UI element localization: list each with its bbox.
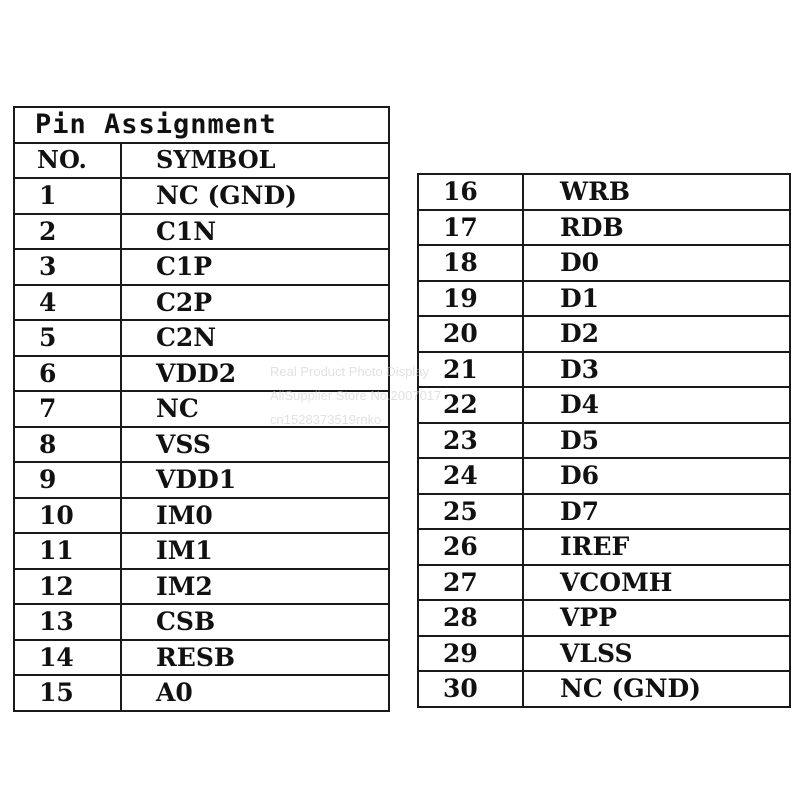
pin-symbol: IM2	[121, 569, 389, 605]
table-row	[14, 214, 389, 250]
table-row	[418, 387, 790, 423]
pin-symbol: VDD1	[121, 462, 389, 498]
pin-number: 24	[418, 458, 523, 494]
pin-number: 10	[14, 498, 121, 534]
pin-symbol: VSS	[121, 427, 389, 463]
table-row	[418, 671, 790, 707]
table-row	[14, 320, 389, 356]
pin-number: 7	[14, 391, 121, 427]
watermark-line: AliSupplier Store No.2007017	[270, 388, 442, 403]
table-row	[418, 600, 790, 636]
table-row	[418, 245, 790, 281]
pin-number: 5	[14, 320, 121, 356]
pin-table-left	[13, 106, 390, 712]
pin-number: 28	[418, 600, 523, 636]
pin-number: 16	[418, 174, 523, 210]
pin-table-left-body	[14, 107, 389, 711]
pin-symbol: NC (GND)	[523, 671, 790, 707]
pin-number: 19	[418, 281, 523, 317]
pin-number: 25	[418, 494, 523, 530]
watermark-line: cn1528373519rnko	[270, 412, 382, 427]
pin-number: 2	[14, 214, 121, 250]
pin-symbol: D3	[523, 352, 790, 388]
pin-symbol: NC (GND)	[121, 178, 389, 214]
header-no: NO.	[14, 143, 121, 179]
pin-symbol: VDD2	[121, 356, 389, 392]
table-row	[14, 604, 389, 640]
header-symbol: SYMBOL	[121, 143, 389, 179]
pin-number: 18	[418, 245, 523, 281]
pin-symbol: D2	[523, 316, 790, 352]
pin-number: 12	[14, 569, 121, 605]
pin-symbol: VCOMH	[523, 565, 790, 601]
pin-symbol: C1P	[121, 249, 389, 285]
pin-symbol: A0	[121, 675, 389, 711]
pin-number: 20	[418, 316, 523, 352]
watermark-line: Real Product Photo Display	[270, 364, 429, 379]
pin-symbol: RESB	[121, 640, 389, 676]
pin-table-right-body	[418, 174, 790, 707]
table-row	[418, 565, 790, 601]
pin-number: 11	[14, 533, 121, 569]
pin-symbol: D0	[523, 245, 790, 281]
table-header-row	[14, 143, 389, 179]
table-row	[418, 636, 790, 672]
pin-number: 26	[418, 529, 523, 565]
pin-number: 4	[14, 285, 121, 321]
table-row	[14, 249, 389, 285]
pin-number: 6	[14, 356, 121, 392]
table-title-row	[14, 107, 389, 143]
pin-symbol: RDB	[523, 210, 790, 246]
table-row	[14, 462, 389, 498]
table-row	[14, 356, 389, 392]
pin-symbol: D5	[523, 423, 790, 459]
table-row	[14, 569, 389, 605]
table-row	[418, 494, 790, 530]
pin-number: 15	[14, 675, 121, 711]
table-row	[14, 533, 389, 569]
pin-symbol: C1N	[121, 214, 389, 250]
table-title: Pin Assignment	[14, 107, 389, 143]
table-row	[14, 178, 389, 214]
table-row	[418, 423, 790, 459]
pin-symbol: IREF	[523, 529, 790, 565]
pin-symbol: WRB	[523, 174, 790, 210]
pin-number: 30	[418, 671, 523, 707]
pin-table-right	[417, 173, 791, 708]
pin-number: 8	[14, 427, 121, 463]
pin-number: 29	[418, 636, 523, 672]
table-row	[418, 529, 790, 565]
table-row	[14, 427, 389, 463]
pin-symbol: VPP	[523, 600, 790, 636]
table-row	[14, 675, 389, 711]
pin-symbol: C2P	[121, 285, 389, 321]
pin-symbol: IM1	[121, 533, 389, 569]
table-row	[418, 352, 790, 388]
pin-symbol: NC	[121, 391, 389, 427]
pin-number: 22	[418, 387, 523, 423]
table-row	[418, 174, 790, 210]
table-row	[418, 316, 790, 352]
pin-number: 27	[418, 565, 523, 601]
pin-number: 1	[14, 178, 121, 214]
pin-number: 17	[418, 210, 523, 246]
pin-symbol: CSB	[121, 604, 389, 640]
table-row	[418, 281, 790, 317]
pin-symbol: D4	[523, 387, 790, 423]
pin-symbol: D1	[523, 281, 790, 317]
pin-number: 21	[418, 352, 523, 388]
pin-number: 3	[14, 249, 121, 285]
table-row	[14, 498, 389, 534]
pin-number: 23	[418, 423, 523, 459]
table-row	[14, 285, 389, 321]
pin-number: 9	[14, 462, 121, 498]
pin-symbol: C2N	[121, 320, 389, 356]
pin-number: 14	[14, 640, 121, 676]
table-row	[418, 458, 790, 494]
table-row	[14, 640, 389, 676]
pin-symbol: VLSS	[523, 636, 790, 672]
table-row	[418, 210, 790, 246]
table-row	[14, 391, 389, 427]
pin-number: 13	[14, 604, 121, 640]
pin-symbol: D6	[523, 458, 790, 494]
pin-symbol: D7	[523, 494, 790, 530]
pin-symbol: IM0	[121, 498, 389, 534]
